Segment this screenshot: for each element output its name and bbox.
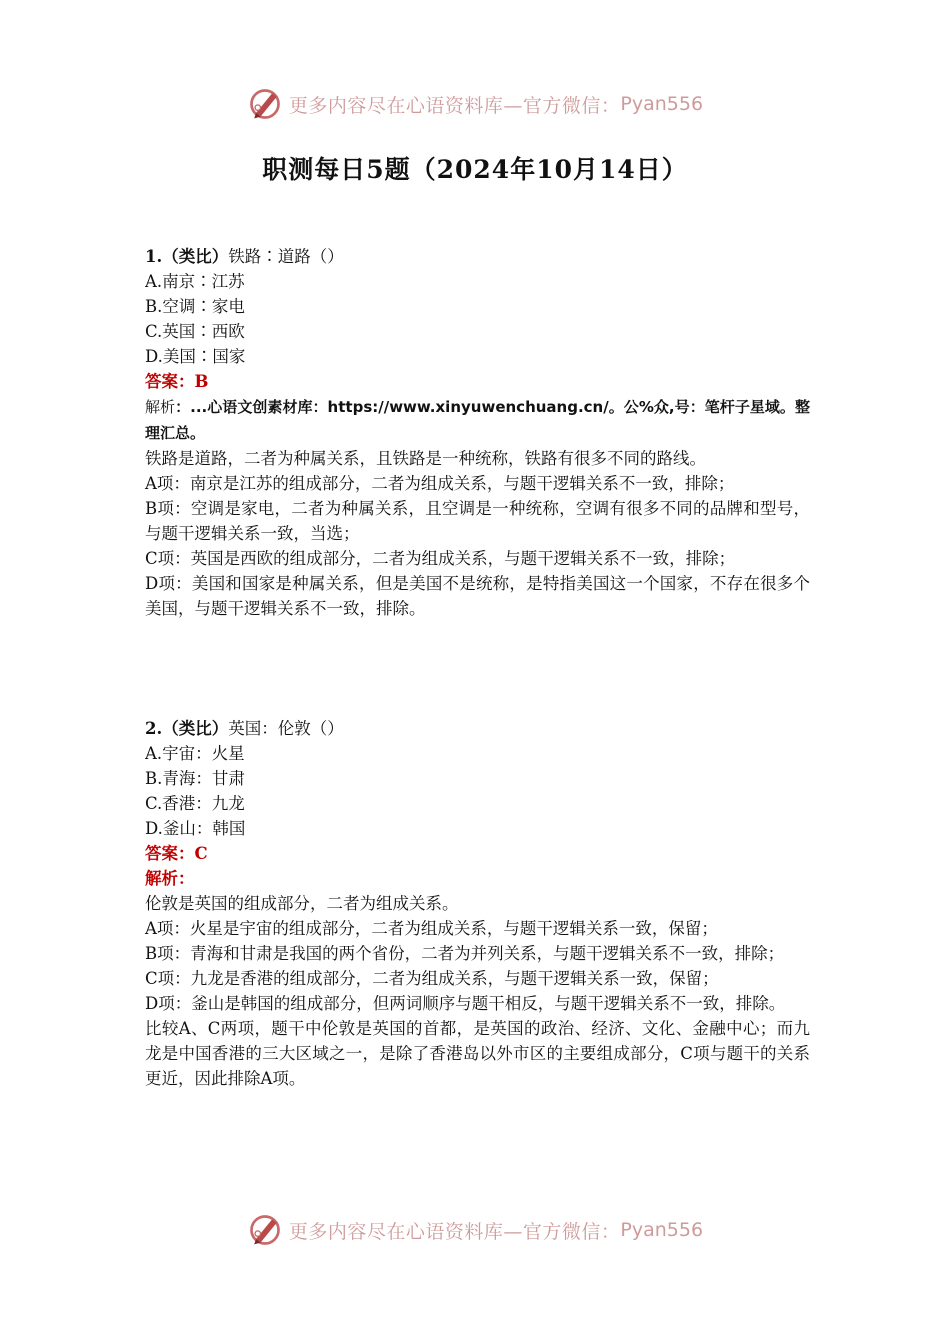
option-a: A.宇宙：火星 [145,744,245,763]
analysis-paragraph: D项：釜山是韩国的组成部分，但两词顺序与题干相反，与题干逻辑关系不一致，排除。 [145,994,786,1013]
question-type-tag: （类比） [162,247,229,266]
question-number: 2. [145,719,163,738]
analysis-paragraph: C项：九龙是香港的组成部分，二者为组成关系，与题干逻辑关系一致，保留； [145,969,719,988]
question-type-tag: （类比） [162,719,229,738]
answer-line: 答案：B [145,372,209,391]
analysis-paragraph: A项：南京是江苏的组成部分，二者为组成关系，与题干逻辑关系不一致，排除； [145,474,735,493]
option-d: D.釜山：韩国 [145,819,246,838]
banner-wechat-id: Pyan556 [620,1219,704,1241]
option-a: A.南京∶江苏 [145,272,245,291]
option-b: B.青海：甘肃 [145,769,245,788]
analysis-note: ：...心语文创素材库：https://www.xinyuwenchuang.cn/。公%众,号：笔杆子星域。整理汇总。 [145,398,810,442]
question-1 [145,244,810,621]
option-c: C.英国∶西欧 [145,322,245,341]
question-text: 铁路∶道路（） [228,247,344,266]
banner-wechat-id: Pyan556 [620,93,704,115]
analysis-paragraph: 铁路是道路，二者为种属关系，且铁路是一种统称，铁路有很多不同的路线。 [145,449,706,468]
question-stem [145,244,810,269]
analysis-paragraph: 伦敦是英国的组成部分，二者为组成关系。 [145,894,459,913]
pen-logo-icon [247,86,283,122]
page-title: 职测每日5题（2024年10月14日） [262,155,688,184]
analysis-paragraph: C项：英国是西欧的组成部分，二者为组成关系，与题干逻辑关系不一致，排除； [145,549,736,568]
question-number: 1. [145,247,163,266]
analysis-header [145,394,810,446]
banner-text: 更多内容尽在心语资料库—官方微信： [288,1220,621,1243]
footer-banner [0,1208,950,1252]
option-c: C.香港：九龙 [145,794,245,813]
answer-line: 答案：C [145,844,208,863]
header-banner [0,82,950,126]
pen-logo-icon [247,1212,283,1248]
analysis-paragraph: B项：空调是家电，二者为种属关系，且空调是一种统称，空调有很多不同的品牌和型号，与题干逻辑关系一致，当选； [145,499,810,543]
analysis-paragraph: A项：火星是宇宙的组成部分，二者为组成关系，与题干逻辑关系一致，保留； [145,919,718,938]
analysis-label: 解析： [145,869,195,888]
question-text: 英国：伦敦（） [228,719,344,738]
analysis-paragraph: B项：青海和甘肃是我国的两个省份，二者为并列关系，与题干逻辑关系不一致，排除； [145,944,785,963]
option-b: B.空调∶家电 [145,297,245,316]
analysis-paragraph: D项：美国和国家是种属关系，但是美国不是统称，是特指美国这一个国家，不存在很多个美国，与题干逻辑关系不一致，排除。 [145,574,810,618]
analysis-label: 解析 [145,398,176,416]
question-2 [145,716,810,1091]
question-stem [145,716,810,741]
banner-text: 更多内容尽在心语资料库—官方微信： [288,94,621,117]
option-d: D.美国∶国家 [145,347,246,366]
analysis-paragraph: 比较A、C两项，题干中伦敦是英国的首都，是英国的政治、经济、文化、金融中心；而九龙是中国香港的三大区域之一，是除了香港岛以外市区的主要组成部分，C项与题干的关系更近，因此排除A项。 [145,1019,810,1088]
